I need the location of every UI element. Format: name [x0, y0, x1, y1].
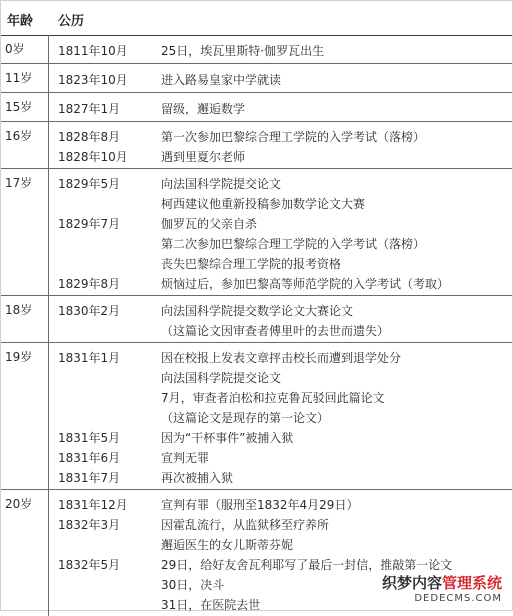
event-cell: 25日，埃瓦里斯特·伽罗瓦出生	[161, 44, 325, 58]
date-cell: 1831年12月	[58, 498, 128, 512]
event-cell: 30日，决斗	[161, 578, 225, 592]
table-row	[1, 319, 512, 339]
date-cell: 1829年8月	[58, 277, 121, 291]
event-cell: 再次被捕入狱	[161, 471, 234, 485]
age-label: 17岁	[5, 176, 33, 190]
date-cell: 1831年6月	[58, 451, 121, 465]
table-row	[1, 513, 512, 533]
date-cell: 1828年10月	[58, 150, 128, 164]
table-row	[1, 533, 512, 553]
age-label: 15岁	[5, 100, 33, 114]
age-group	[1, 169, 512, 296]
age-group	[1, 122, 512, 169]
table-row	[1, 145, 512, 165]
table-header	[1, 1, 512, 36]
table-row	[1, 97, 512, 117]
event-cell: 丧失巴黎综合理工学院的报考资格	[161, 257, 342, 271]
age-group	[1, 296, 512, 343]
table-row	[1, 192, 512, 212]
event-cell: 遇到里夏尔老师	[161, 150, 246, 164]
watermark	[382, 572, 502, 604]
table-row	[1, 493, 512, 513]
event-cell: 宣判有罪（服刑至1832年4月29日）	[161, 498, 359, 512]
date-cell: 1832年3月	[58, 518, 121, 532]
table-row	[1, 125, 512, 145]
table-row	[1, 39, 512, 59]
table-row	[1, 212, 512, 232]
event-cell: 柯西建议他重新投稿参加数学论文大赛	[161, 197, 366, 211]
date-cell: 1831年1月	[58, 351, 121, 365]
date-cell: 1831年7月	[58, 471, 121, 485]
table-row	[1, 232, 512, 252]
date-cell: 1832年5月	[58, 558, 121, 572]
watermark-brand-b: 管理系统	[441, 574, 502, 592]
age-label: 11岁	[5, 71, 33, 85]
age-label: 16岁	[5, 129, 33, 143]
date-cell: 1823年10月	[58, 73, 128, 87]
date-cell: 1828年8月	[58, 130, 121, 144]
age-label: 0岁	[5, 42, 25, 56]
event-cell: 29日，给好友舍瓦利耶写了最后一封信，推敲第一论文	[161, 558, 453, 572]
table-row	[1, 68, 512, 88]
table-row	[1, 172, 512, 192]
age-label: 19岁	[5, 350, 33, 364]
date-cell: 1830年2月	[58, 304, 121, 318]
table-row	[1, 346, 512, 366]
age-group	[1, 35, 512, 64]
watermark-brand	[382, 572, 502, 593]
table-row	[1, 366, 512, 386]
event-cell: 向法国科学院提交数学论文大赛论文	[161, 304, 354, 318]
table-row	[1, 446, 512, 466]
event-cell: 因为“干杯事件”被捕入狱	[161, 431, 294, 445]
event-cell: 因霍乱流行，从监狱移至疗养所	[161, 518, 330, 532]
event-cell: 向法国科学院提交论文	[161, 371, 282, 385]
table-row	[1, 553, 512, 573]
date-cell: 1829年7月	[58, 217, 121, 231]
header-age: 年龄	[7, 14, 34, 29]
event-cell: （这篇论文是现存的第一论文）	[161, 411, 330, 425]
event-cell: 伽罗瓦的父亲自杀	[161, 217, 258, 231]
date-cell: 1811年10月	[58, 44, 128, 58]
table-row	[1, 386, 512, 406]
event-cell: 第二次参加巴黎综合理工学院的入学考试（落榜）	[161, 237, 426, 251]
event-cell: 31日，在医院去世	[161, 598, 261, 612]
table-row	[1, 426, 512, 446]
event-cell: 第一次参加巴黎综合理工学院的入学考试（落榜）	[161, 130, 426, 144]
table-row	[1, 466, 512, 486]
table-row	[1, 252, 512, 272]
event-cell: （这篇论文因审查者傅里叶的去世而遗失）	[161, 324, 390, 338]
header-year: 公历	[58, 14, 85, 29]
event-cell: 宣判无罪	[161, 451, 210, 465]
age-group	[1, 64, 512, 93]
age-label: 20岁	[5, 497, 33, 511]
event-cell: 向法国科学院提交论文	[161, 177, 282, 191]
event-cell: 因在校报上发表文章抨击校长而遭到退学处分	[161, 351, 402, 365]
event-cell: 留级，邂逅数学	[161, 102, 246, 116]
age-group	[1, 343, 512, 490]
event-cell: 邂逅医生的女儿斯蒂芬妮	[161, 538, 294, 552]
event-cell: 进入路易皇家中学就读	[161, 73, 282, 87]
table-body	[1, 35, 512, 616]
date-cell: 1829年5月	[58, 177, 121, 191]
watermark-site: DEDECMS.COM	[414, 593, 502, 604]
table-row	[1, 406, 512, 426]
age-label: 18岁	[5, 303, 33, 317]
date-cell: 1831年5月	[58, 431, 121, 445]
age-group	[1, 93, 512, 122]
watermark-brand-a: 织梦内容	[381, 574, 442, 592]
date-cell: 1827年1月	[58, 102, 121, 116]
table-row	[1, 272, 512, 292]
table-row	[1, 299, 512, 319]
event-cell: 烦恼过后，参加巴黎高等师范学院的入学考试（考取）	[161, 277, 450, 291]
event-cell: 7月，审查者泊松和拉克鲁瓦驳回此篇论文	[161, 391, 385, 405]
